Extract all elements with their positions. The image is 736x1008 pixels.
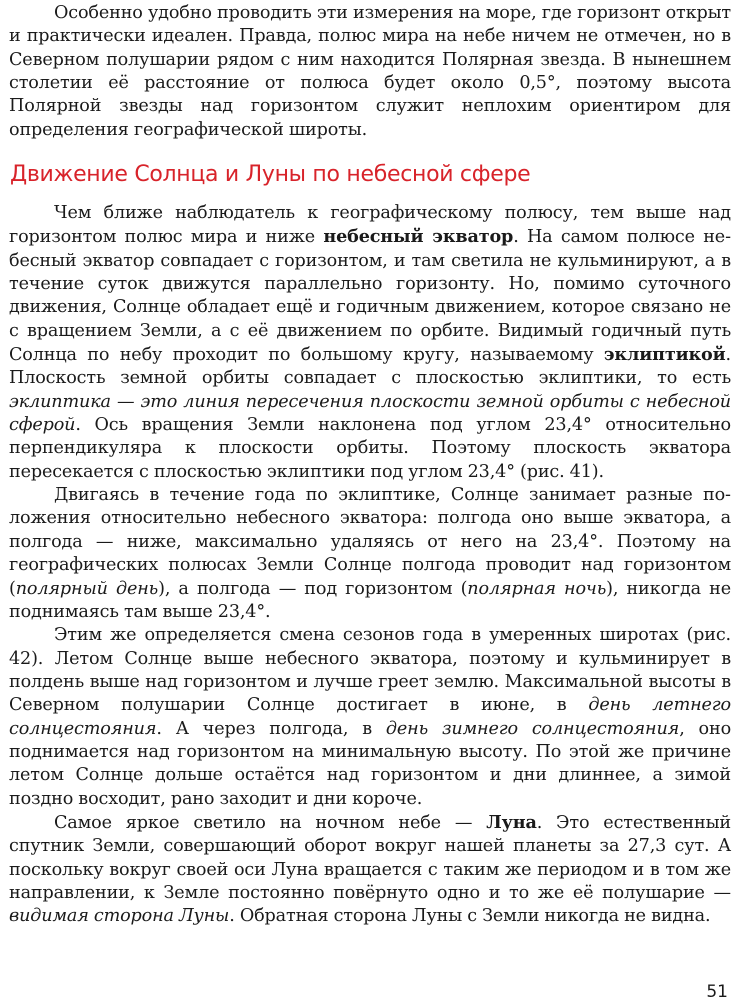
text-run: ), а полгода — под горизонтом ( [158,578,468,599]
page-number: 51 [706,982,728,1002]
section-heading: Движение Солнца и Луны по небесной сфере [10,162,531,187]
text-run: Двигаясь в течение года по эклиптике, Солнце занимает разные положения относительно небесного экватора: полгода оно выше экватора, а полгода — ниже, максимально удаляясь от него на 23,4°. Поэтому на географических полюсах Земли Солнце полгода проводит над горизонтом ( [9,485,731,599]
bold-term: эклиптикой [603,344,726,366]
italic-phrase: день летнего солнцестояния [9,695,731,739]
bold-term: Луна [486,811,537,833]
italic-phrase: видимая сторона Луны [9,906,230,927]
text-run: ), никогда не поднимаясь там выше 23,4°. [9,578,732,622]
text-run: Этим же определяется смена сезонов года в умеренных широтах (рис. 42). Летом Солнце выше небесного экватора, поэтому и кульминирует в полдень выше над горизонтом и лучше греет землю. Максимальной высоты в Северном полушарии Солнце достигает в июне, в [9,625,731,716]
section-body [9,202,731,929]
italic-phrase: полярный день [15,578,159,599]
text-run: , оно поднимается над горизонтом на минимальную высоту. По этой же причине летом Солнце дольше остаётся над горизонтом и дни длиннее, а зимой поздно восходит, рано заходит и дни короче. [9,718,732,809]
text-run: Чем ближе наблюдатель к географическому полюсу, тем выше над горизонтом полюс мира и ниже [9,203,731,248]
text-run: . На самом полюсе небесный экватор совпадает с горизонтом, и там светила не кульминируют, а в течение суток движутся параллельно горизонту. Но, помимо суточного движения, Солнце обладает ещё и годичным движением, которое связано не с вращением Земли, а с её движением по орбите. Видимый годичный путь Солнца по небу проходит по большому кругу, называемому [9,227,732,366]
intro-paragraph [9,2,731,142]
paragraph-polar-day [9,484,731,624]
italic-phrase: полярная ночь [467,578,607,599]
text-run: . Ось вращения Земли наклонена под углом 23,4° относительно перпендикуляра к плоскости орбиты. Поэтому плоскость экватора пересекается с плоскостью эклиптики под углом 23,4° (рис. 41). [9,415,731,482]
text-run: . Это естественный спутник Земли, совершающий оборот вокруг нашей планеты за 27,3 сут. А поскольку вокруг своей оси Луна вращается с таким же периодом и в том же направлении, к Земле постоянно повёрнуто одно и то же её полушарие — [9,812,732,903]
paragraph-seasons [9,624,731,811]
text-run: . А через полгода, в [156,718,386,739]
text-run: . Обратная сторона Луны с Земли никогда не видна. [229,906,711,927]
text-run: . Плоскость земной орбиты совпадает с плоскостью эклиптики, то есть [9,345,731,389]
paragraph-ecliptic [9,202,731,484]
paragraph-moon [9,811,731,929]
bold-term: небесный экватор [323,226,514,248]
italic-phrase: эклиптика — это линия пересечения плоскости земной орбиты с небесной сферой [9,391,731,436]
text-run: Самое яркое светило на ночном небе — [54,812,487,833]
text-run: Особенно удобно проводить эти измерения на море, где горизонт открыт и практически идеален. Правда, полюс мира на небе ничем не отмечен, но в Северном полушарии рядом с ним находится Полярная звезда. В нынешнем столетии её расстояние от полюса будет около 0,5°, поэтому высота Полярной звезды над горизонтом служит неплохим ориентиром для определения географической широты. [9,3,731,140]
italic-phrase: день зимнего солнцестояния [385,718,680,739]
